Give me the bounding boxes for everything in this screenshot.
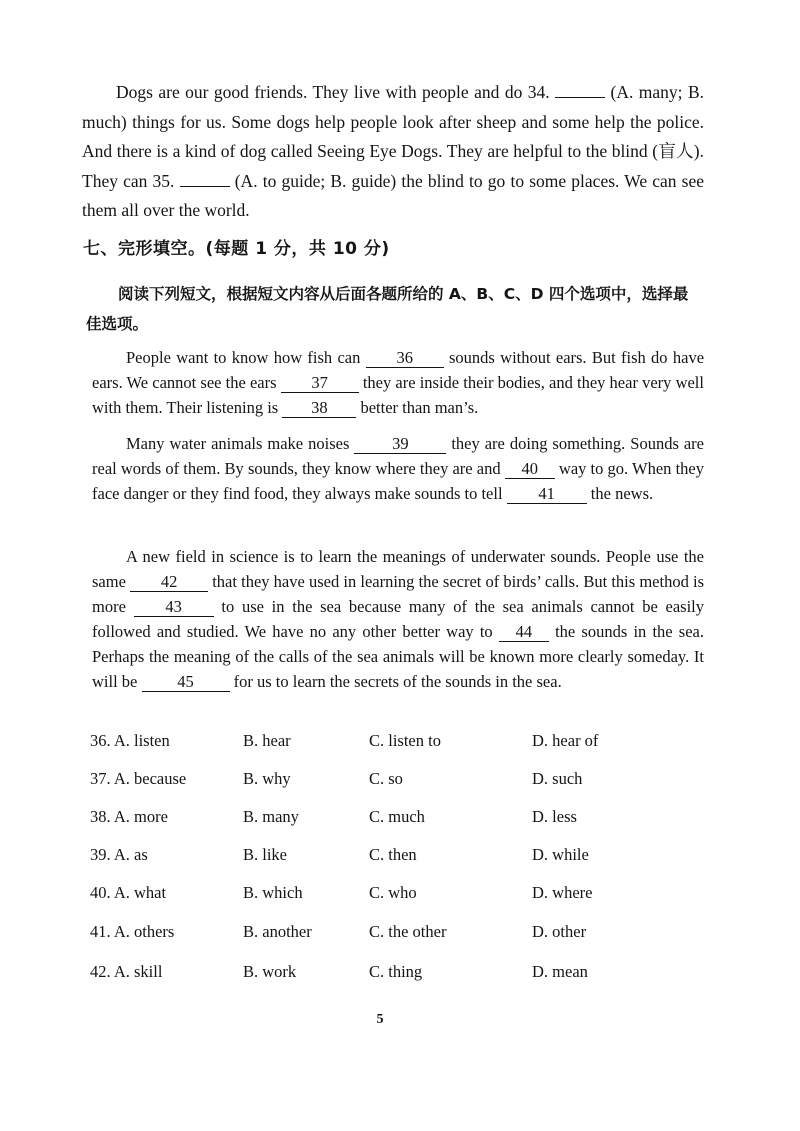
cloze-text: they are doing something. Sounds are real words of them. By sounds, they know where they are and: [92, 434, 704, 478]
option-c[interactable]: C. so: [369, 769, 403, 788]
cloze-paragraph-1: [92, 345, 704, 420]
blank-42[interactable]: 42: [130, 573, 208, 592]
passage-dogs-text-2: (A. many; B. much) things for us. Some dogs help people look after sheep and some help the police. And there is a kind of dog called Seeing Eye Dogs. They are helpful to the blind (盲人). They can 35.: [82, 82, 704, 191]
cloze-paragraph-3: [92, 544, 704, 694]
question-38[interactable]: 38. A. more: [90, 807, 168, 826]
cloze-text: People want to know how fish can: [126, 348, 361, 367]
option-b[interactable]: B. work: [243, 962, 297, 981]
blank-37[interactable]: 37: [281, 374, 359, 393]
question-36[interactable]: 36. A. listen: [90, 731, 170, 750]
option-c[interactable]: C. then: [369, 845, 417, 864]
option-d[interactable]: D. less: [532, 807, 577, 826]
question-40[interactable]: 40. A. what: [90, 883, 167, 902]
option-d[interactable]: D. other: [532, 922, 587, 941]
cloze-text: for us to learn the secrets of the sounds in the sea.: [233, 672, 562, 691]
blank-38[interactable]: 38: [282, 399, 356, 418]
option-b[interactable]: B. another: [243, 922, 312, 941]
passage-dogs-text-1: Dogs are our good friends. They live with people and do 34.: [116, 82, 550, 102]
option-b[interactable]: B. like: [243, 845, 287, 864]
option-b[interactable]: B. which: [243, 883, 303, 902]
option-d[interactable]: D. while: [532, 845, 589, 864]
passage-dogs: [82, 78, 704, 226]
cloze-text: way to go. When they face danger or they find food, they always make sounds to tell: [92, 459, 704, 503]
blank-45[interactable]: 45: [142, 673, 230, 692]
option-b[interactable]: B. many: [243, 807, 299, 826]
blank-41[interactable]: 41: [507, 485, 587, 504]
page-number: 5: [376, 1012, 384, 1027]
question-42[interactable]: 42. A. skill: [90, 962, 163, 981]
cloze-text: better than man’s.: [360, 398, 479, 417]
cloze-text: Many water animals make noises: [126, 434, 350, 453]
option-c[interactable]: C. much: [369, 807, 425, 826]
cloze-text: that they have used in learning the secret of birds’ calls. But this method is more: [92, 572, 704, 616]
option-b[interactable]: B. why: [243, 769, 291, 788]
option-c[interactable]: C. listen to: [369, 731, 441, 750]
blank-36[interactable]: 36: [366, 349, 444, 368]
cloze-text: they are inside their bodies, and they hear very well with them. Their listening is: [92, 373, 704, 417]
option-d[interactable]: D. mean: [532, 962, 588, 981]
cloze-text: sounds without ears. But fish do have ears. We cannot see the ears: [92, 348, 705, 392]
question-41[interactable]: 41. A. others: [90, 922, 175, 941]
question-37[interactable]: 37. A. because: [90, 769, 187, 788]
option-c[interactable]: C. the other: [369, 922, 447, 941]
blank-43[interactable]: 43: [134, 598, 214, 617]
option-c[interactable]: C. thing: [369, 962, 423, 981]
blank-35[interactable]: [180, 171, 230, 187]
passage-dogs-text-3: (A. to guide; B. guide) the blind to go to some places. We can see them all over the world.: [82, 170, 705, 220]
option-d[interactable]: D. hear of: [532, 731, 599, 750]
cloze-text: the news.: [590, 484, 654, 503]
blank-44[interactable]: 44: [499, 623, 549, 642]
option-d[interactable]: D. where: [532, 883, 593, 902]
question-39[interactable]: 39. A. as: [90, 845, 148, 864]
option-c[interactable]: C. who: [369, 883, 417, 902]
cloze-text: A new field in science is to learn the meanings of underwater sounds. People use the same: [92, 547, 704, 591]
blank-39[interactable]: 39: [354, 435, 446, 454]
cloze-paragraph-2: [92, 431, 704, 506]
section-title: 七、完形填空。(每题 1 分，共 10 分): [83, 239, 390, 259]
cloze-text: the sounds in the sea. Perhaps the meaning of the calls of the sea animals will be known more clearly someday. It will be: [92, 622, 704, 691]
blank-40[interactable]: 40: [505, 460, 555, 479]
option-b[interactable]: B. hear: [243, 731, 291, 750]
blank-34[interactable]: [555, 82, 605, 98]
cloze-text: to use in the sea because many of the sea animals cannot be easily followed and studied. We have no any other better way to: [92, 597, 704, 641]
option-d[interactable]: D. such: [532, 769, 583, 788]
instruction: 阅读下列短文，根据短文内容从后面各题所给的 A、B、C、D 四个选项中，选择最佳选项。: [86, 285, 689, 333]
